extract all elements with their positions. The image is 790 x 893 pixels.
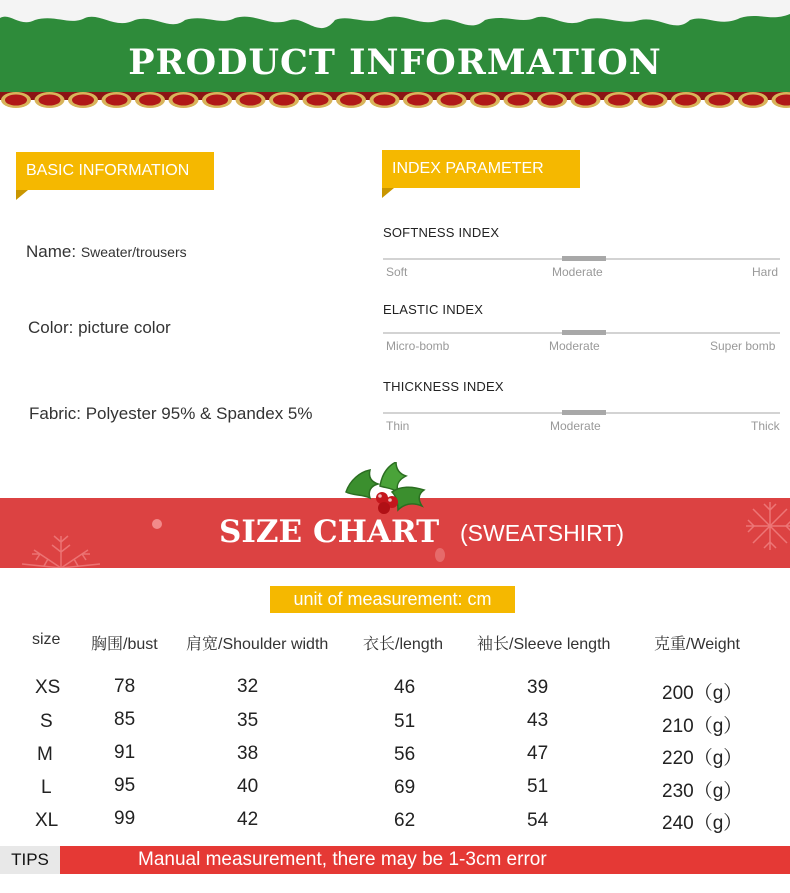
cell-weight: 230（g） bbox=[662, 781, 743, 802]
scallop-bead-center bbox=[508, 95, 530, 106]
thickness-title: THICKNESS INDEX bbox=[383, 379, 504, 394]
elastic-marker bbox=[562, 330, 606, 335]
scallop-bead-center bbox=[474, 95, 496, 106]
tips-bar bbox=[60, 846, 790, 874]
cell-bust: 95 bbox=[114, 775, 136, 796]
thickness-high: Thick bbox=[751, 419, 780, 433]
cell-length: 51 bbox=[394, 711, 416, 732]
cell-shoulder: 42 bbox=[237, 809, 259, 830]
scallop-bead-center bbox=[340, 95, 362, 106]
scallop-bead-center bbox=[206, 95, 228, 106]
tips-label: TIPS bbox=[0, 846, 60, 874]
softness-title: SOFTNESS INDEX bbox=[383, 225, 500, 240]
scallop-bead-center bbox=[541, 95, 563, 106]
scallop-bead-center bbox=[273, 95, 295, 106]
scallop-bead-center bbox=[441, 95, 463, 106]
scallop-bead-center bbox=[575, 95, 597, 106]
cell-size: XL bbox=[35, 810, 59, 831]
cell-shoulder: 38 bbox=[237, 743, 259, 764]
scallop-bead-center bbox=[39, 95, 61, 106]
size-chart-title: SIZE CHART bbox=[219, 514, 440, 550]
fabric-value: Polyester 95% & Spandex 5% bbox=[85, 404, 313, 423]
cell-shoulder: 35 bbox=[237, 710, 259, 731]
color-line bbox=[28, 318, 171, 338]
softness-marker bbox=[562, 256, 606, 261]
cell-weight: 200（g） bbox=[662, 683, 743, 704]
cell-bust: 78 bbox=[114, 676, 136, 697]
softness-mid: Moderate bbox=[552, 265, 603, 279]
header-size: size bbox=[32, 631, 61, 648]
softness-high: Hard bbox=[752, 265, 779, 279]
thickness-mid: Moderate bbox=[550, 419, 601, 433]
cell-length: 62 bbox=[394, 810, 416, 831]
cell-size: M bbox=[37, 744, 53, 765]
scallop-bead-center bbox=[5, 95, 27, 106]
cell-sleeve: 51 bbox=[527, 776, 549, 797]
cell-length: 56 bbox=[394, 744, 416, 765]
fabric-line bbox=[29, 404, 313, 424]
fabric-label: Fabric: bbox=[29, 404, 81, 423]
name-value: Sweater/trousers bbox=[80, 244, 187, 260]
header-length: 衣长/length bbox=[363, 636, 444, 653]
thickness-low: Thin bbox=[386, 419, 410, 433]
header-weight: 克重/Weight bbox=[654, 636, 740, 653]
holly-icon bbox=[340, 462, 434, 518]
cell-length: 46 bbox=[394, 677, 416, 698]
bokeh-dot bbox=[435, 548, 445, 562]
cell-bust: 91 bbox=[114, 742, 136, 763]
header-sleeve-length: 袖长/Sleeve length bbox=[477, 636, 611, 653]
elastic-title: ELASTIC INDEX bbox=[383, 302, 484, 317]
color-value: picture color bbox=[78, 318, 171, 337]
bokeh-dot bbox=[152, 519, 162, 529]
softness-track bbox=[383, 258, 780, 260]
name-line bbox=[26, 242, 187, 262]
unit-of-measurement: unit of measurement: cm bbox=[270, 586, 515, 613]
cell-sleeve: 54 bbox=[527, 810, 549, 831]
elastic-low: Micro-bomb bbox=[386, 339, 450, 353]
header-bust: 胸围/bust bbox=[91, 636, 158, 653]
cell-bust: 85 bbox=[114, 709, 136, 730]
cell-sleeve: 39 bbox=[527, 677, 549, 698]
cell-length: 69 bbox=[394, 777, 416, 798]
scallop-bead-center bbox=[240, 95, 262, 106]
cell-size: XS bbox=[35, 677, 61, 698]
thickness-marker bbox=[562, 410, 606, 415]
scallop-bead-center bbox=[675, 95, 697, 106]
basic-info-tag: BASIC INFORMATION bbox=[16, 152, 214, 190]
scallop-bead-center bbox=[139, 95, 161, 106]
cell-sleeve: 47 bbox=[527, 743, 549, 764]
cell-weight: 240（g） bbox=[662, 813, 743, 834]
top-banner bbox=[0, 0, 790, 112]
banner-title: PRODUCT INFORMATION bbox=[128, 42, 662, 83]
cell-shoulder: 40 bbox=[237, 776, 259, 797]
elastic-track bbox=[383, 332, 780, 334]
cell-bust: 99 bbox=[114, 808, 136, 829]
name-label: Name: bbox=[26, 242, 77, 261]
cell-weight: 220（g） bbox=[662, 748, 743, 769]
elastic-mid: Moderate bbox=[549, 339, 600, 353]
cell-size: L bbox=[41, 777, 52, 798]
cell-shoulder: 32 bbox=[237, 676, 259, 697]
scallop-bead-center bbox=[407, 95, 429, 106]
scallop-bead-center bbox=[608, 95, 630, 106]
header-shoulder-width: 肩宽/Shoulder width bbox=[186, 636, 329, 653]
snowflake-icon bbox=[742, 498, 790, 554]
index-parameter-tag: INDEX PARAMETER bbox=[382, 150, 580, 188]
snowflake-icon bbox=[16, 528, 106, 568]
color-label: Color: bbox=[28, 318, 74, 337]
size-chart-subtitle: (SWEATSHIRT) bbox=[460, 520, 624, 546]
softness-low: Soft bbox=[386, 265, 408, 279]
cell-sleeve: 43 bbox=[527, 710, 549, 731]
thickness-track bbox=[383, 412, 780, 414]
elastic-high: Super bomb bbox=[710, 339, 776, 353]
scallop-bead-center bbox=[307, 95, 329, 106]
cell-size: S bbox=[40, 711, 53, 732]
scallop-bead-center bbox=[742, 95, 764, 106]
scallop-bead-center bbox=[106, 95, 128, 106]
scallop-bead-center bbox=[72, 95, 94, 106]
cell-weight: 210（g） bbox=[662, 716, 743, 737]
tips-text: Manual measurement, there may be 1-3cm error bbox=[138, 849, 547, 870]
scallop-bead-center bbox=[709, 95, 731, 106]
scallop-bead-center bbox=[374, 95, 396, 106]
scallop-bead-center bbox=[642, 95, 664, 106]
scallop-bead-center bbox=[173, 95, 195, 106]
